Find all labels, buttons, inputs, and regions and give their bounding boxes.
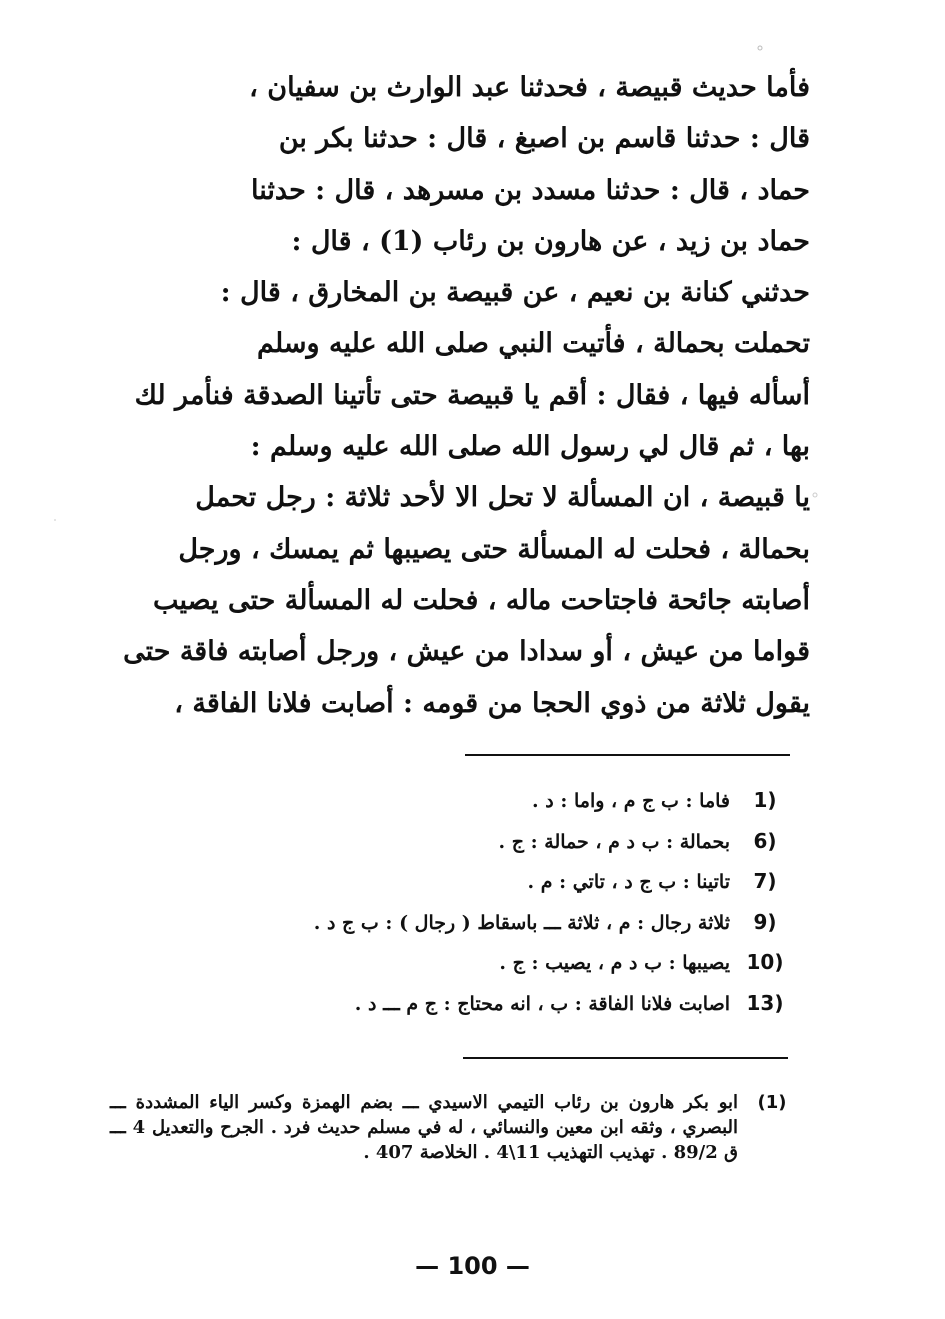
text-line: أصابته جائحة فاجتاحت ماله ، فحلت له المسألة حتى يصيب <box>152 584 810 616</box>
text-line: بحمالة ، فحلت له المسألة حتى يصيبها ثم يمسك ، ورجل <box>178 533 810 565</box>
variant-line-number: 13) <box>746 990 784 1015</box>
variant-entry <box>180 983 790 1024</box>
variant-line-number: 9) <box>753 909 777 934</box>
text-line: حدثني كنانة بن نعيم ، عن قبيصة بن المخارق ، قال : <box>220 277 810 309</box>
footnote-divider <box>463 1057 788 1059</box>
text-line: أسأله فيها ، فقال : أقم يا قبيصة حتى تأتينا الصدقة فنأمر لك <box>134 379 810 411</box>
variant-line-number: 6) <box>753 828 777 853</box>
footnote-text: ابو بكر هارون بن رئاب التيمي الاسيدي ـــ بضم الهمزة وكسر الياء المشددة ـــ البصري ، وثقه ابن معين والنسائي ، له في مسلم حديث فرد . الجرح والتعديل 4 ـــ ق 89/2 . تهذيب التهذيب 11\4 . الخلاصة 407 . <box>110 1092 738 1163</box>
text-line: حماد ، قال : حدثنا مسدد بن مسرهد ، قال : حدثنا <box>251 174 810 206</box>
text-line: يقول ثلاثة من ذوي الحجا من قومه : أصابت فلانا الفاقة ، <box>174 687 810 719</box>
text-line: يا قبيصة ، ان المسألة لا تحل الا لأحد ثلاثة : رجل تحمل <box>195 482 810 514</box>
variant-line-number: 1) <box>753 788 777 812</box>
text-line: تحملت بحمالة ، فأتيت النبي صلى الله عليه وسلم <box>257 328 810 360</box>
variant-text: يصيبها : ب د م ، يصيب : ج . <box>499 952 730 974</box>
variant-entry <box>180 821 790 862</box>
footnote <box>110 1090 790 1165</box>
text-line: بها ، ثم قال لي رسول الله صلى الله عليه وسلم : <box>250 431 810 463</box>
variant-text: اصابت فلانا الفاقة : ب ، انه محتاج : ج م ـــ د . <box>354 992 730 1015</box>
variant-entry <box>180 942 790 983</box>
variant-entry <box>180 780 790 821</box>
footnote-number: (1) <box>757 1092 787 1113</box>
textual-variants <box>180 780 790 1023</box>
text-line: قال : حدثنا قاسم بن اصبغ ، قال : حدثنا بكر بن <box>278 123 810 155</box>
variant-text: فاما : ب ج م ، واما : د . <box>532 790 730 812</box>
variant-text: بحمالة : ب د م ، حمالة : ج . <box>498 830 730 853</box>
main-text <box>120 62 810 729</box>
variant-line-number: 7) <box>753 869 777 893</box>
variant-text: تاتينا : ب ج د ، تاتي : م . <box>527 871 730 893</box>
variant-text: ثلاثة رجال : م ، ثلاثة ـــ باسقاط ( رجال ) : ب ج د . <box>313 911 730 934</box>
text-line: حماد بن زيد ، عن هارون بن رئاب (1) ، قال : <box>291 225 810 257</box>
variants-divider <box>465 754 790 756</box>
variant-line-number: 10) <box>746 950 784 974</box>
page-number: — 100 — <box>415 1252 530 1280</box>
variant-entry <box>180 902 790 943</box>
text-line: قواما من عيش ، أو سدادا من عيش ، ورجل أصابته فاقة حتى <box>123 636 810 668</box>
text-line: فأما حديث قبيصة ، فحدثنا عبد الوارث بن سفيان ، <box>249 72 810 103</box>
variant-entry <box>180 861 790 902</box>
